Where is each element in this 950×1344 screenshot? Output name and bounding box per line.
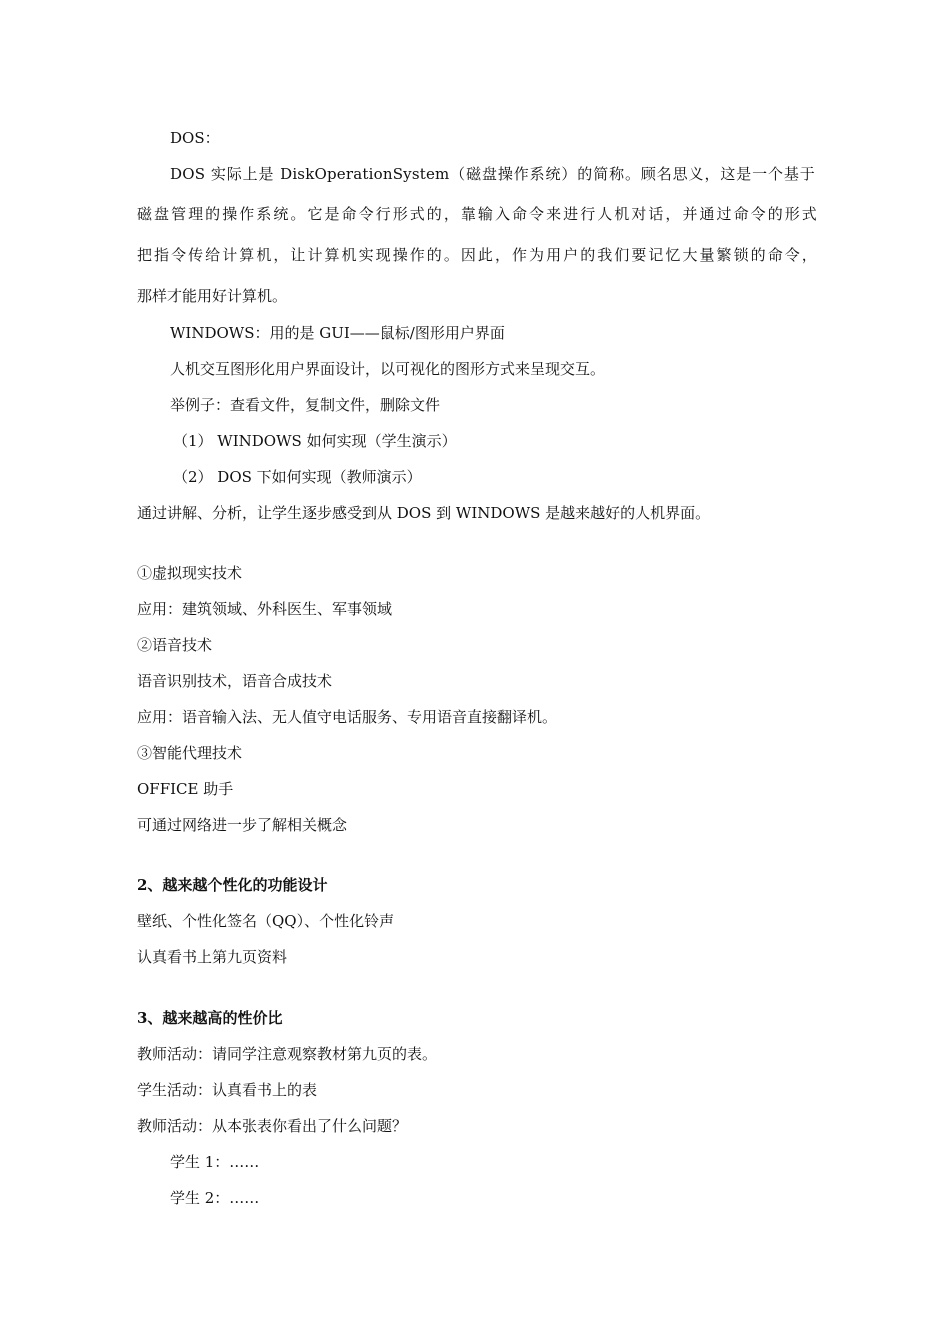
dos-label: DOS： — [170, 129, 220, 147]
example-line: 举例子：查看文件，复制文件，删除文件 — [170, 396, 441, 414]
section-2-line-2: 认真看书上第九页资料 — [137, 948, 288, 966]
student-answer-2: 学生 2：…… — [170, 1189, 260, 1207]
gui-description: 人机交互图形化用户界面设计，以可视化的图形方式来呈现交互。 — [170, 360, 606, 378]
dos-paragraph-line-4: 那样才能用好计算机。 — [137, 287, 288, 305]
windows-gui-line: WINDOWS：用的是 GUI——鼠标/图形用户界面 — [170, 324, 505, 342]
dos-paragraph-line-3: 把指令传给计算机，让计算机实现操作的。因此，作为用户的我们要记忆大量繁锁的命令， — [137, 246, 817, 264]
student-answer-1: 学生 1：…… — [170, 1153, 260, 1171]
example-item-1: （1） WINDOWS 如何实现（学生演示） — [173, 432, 457, 450]
voice-description: 语音识别技术，语音合成技术 — [137, 672, 333, 690]
section-3-heading: 3、越来越高的性价比 — [137, 1009, 283, 1027]
dos-summary: 通过讲解、分析，让学生逐步感受到从 DOS 到 WINDOWS 是越来越好的人机界面。 — [137, 504, 711, 522]
agent-more-info: 可通过网络进一步了解相关概念 — [137, 816, 348, 834]
dos-paragraph-line-2: 磁盘管理的操作系统。它是命令行形式的，靠输入命令来进行人机对话，并通过命令的形式 — [137, 205, 817, 223]
vr-application: 应用：建筑领域、外科医生、军事领域 — [137, 600, 393, 618]
section-2-heading: 2、越来越个性化的功能设计 — [137, 876, 328, 894]
vr-title: ①虚拟现实技术 — [137, 564, 243, 582]
example-item-2: （2） DOS 下如何实现（教师演示） — [173, 468, 422, 486]
agent-description: OFFICE 助手 — [137, 780, 234, 798]
voice-application: 应用：语音输入法、无人值守电话服务、专用语音直接翻译机。 — [137, 708, 558, 726]
voice-title: ②语音技术 — [137, 636, 213, 654]
teacher-activity-2: 教师活动：从本张表你看出了什么问题？ — [137, 1117, 408, 1135]
agent-title: ③智能代理技术 — [137, 744, 243, 762]
teacher-activity-1: 教师活动：请同学注意观察教材第九页的表。 — [137, 1045, 438, 1063]
section-2-line-1: 壁纸、个性化签名（QQ）、个性化铃声 — [137, 912, 395, 930]
student-activity: 学生活动：认真看书上的表 — [137, 1081, 318, 1099]
dos-paragraph-line-1: DOS 实际上是 DiskOperationSystem（磁盘操作系统）的简称。顾名思义，这是一个基于 — [170, 165, 815, 183]
